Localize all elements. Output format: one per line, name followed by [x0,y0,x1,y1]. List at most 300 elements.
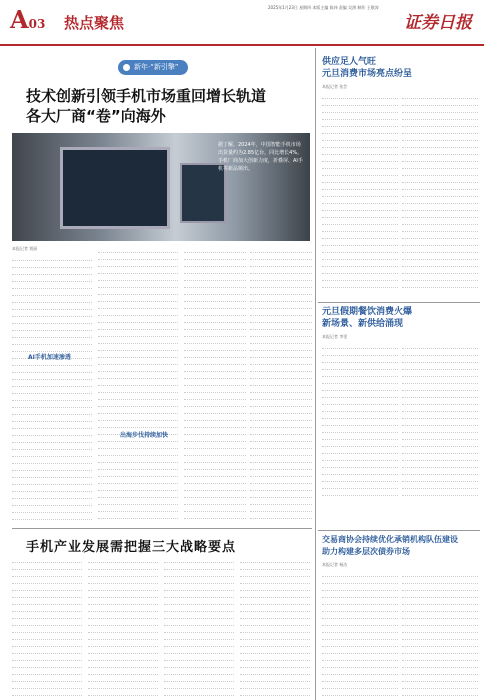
lead-subhead: AI手机加速渗透 [28,354,71,361]
text-line [12,345,92,352]
text-line [402,633,478,640]
text-line [184,379,246,386]
text-line [402,433,478,440]
text-line [402,619,478,626]
text-line [402,584,478,591]
text-line [98,456,178,463]
text-line [240,584,310,591]
text-line [250,456,312,463]
text-line [250,288,312,295]
text-line [402,398,478,405]
text-line [402,384,478,391]
text-line [98,274,178,281]
lead-body-col4 [250,246,312,524]
text-line [184,281,246,288]
text-line [322,633,398,640]
text-line [88,570,158,577]
text-line [402,640,478,647]
text-line [250,491,312,498]
text-line [402,218,478,225]
text-line [402,246,478,253]
text-line [98,463,178,470]
text-line [322,246,398,253]
text-line [322,391,398,398]
text-line [322,619,398,626]
text-line [240,682,310,689]
text-line [250,365,312,372]
text-line [98,498,178,505]
text-line [250,442,312,449]
bottom-body-col2 [88,556,158,696]
text-line [88,675,158,682]
text-line [184,323,246,330]
text-line [12,408,92,415]
text-line [88,668,158,675]
text-line [184,309,246,316]
text-line [402,267,478,274]
text-line [184,358,246,365]
text-line [322,106,398,113]
text-line [402,92,478,99]
right-story1-col2 [402,92,478,288]
text-line [98,288,178,295]
text-line [322,377,398,384]
text-line [184,400,246,407]
text-line [12,450,92,457]
text-line [402,391,478,398]
text-line [12,591,82,598]
text-line [98,267,178,274]
text-line [12,366,92,373]
text-line [402,419,478,426]
text-line [184,316,246,323]
text-line [240,647,310,654]
text-line [402,260,478,267]
text-line [164,619,234,626]
text-line [250,330,312,337]
text-line [322,419,398,426]
text-line [184,456,246,463]
text-line [402,426,478,433]
text-line [184,414,246,421]
text-line [402,211,478,218]
text-line [240,668,310,675]
text-line [322,454,398,461]
text-line [402,412,478,419]
text-line [164,591,234,598]
text-line [184,351,246,358]
text-line [250,274,312,281]
text-line [402,612,478,619]
text-line [184,512,246,519]
text-line [98,260,178,267]
text-line [12,464,92,471]
text-line [12,254,92,261]
text-line [88,563,158,570]
text-line [322,626,398,633]
text-line [322,468,398,475]
text-line [184,463,246,470]
text-line [322,155,398,162]
text-line [250,302,312,309]
text-line [250,379,312,386]
text-line [322,412,398,419]
text-line [184,295,246,302]
text-line [402,377,478,384]
text-line [98,358,178,365]
text-line [402,239,478,246]
text-line [250,372,312,379]
text-line [250,393,312,400]
text-line [98,470,178,477]
text-line [322,384,398,391]
text-line [12,506,92,513]
bottom-body-col4 [240,556,310,696]
text-line [12,605,82,612]
text-line [250,358,312,365]
text-line [322,148,398,155]
text-line [12,654,82,661]
text-line [184,274,246,281]
text-line [184,498,246,505]
text-line [322,640,398,647]
text-line [12,275,92,282]
text-line [250,400,312,407]
text-line [322,197,398,204]
text-line [322,281,398,288]
text-line [12,471,92,478]
text-line [402,281,478,288]
text-line [184,421,246,428]
phone-display-image [60,147,170,229]
text-line [12,668,82,675]
text-line [322,440,398,447]
text-line [322,162,398,169]
text-line [88,682,158,689]
lead-headline: 技术创新引领手机市场重回增长轨道 各大厂商“卷”向海外 [26,87,267,125]
text-line [88,619,158,626]
text-line [322,370,398,377]
text-line [250,295,312,302]
text-line [88,556,158,563]
text-line [12,598,82,605]
text-line [98,309,178,316]
text-line [402,232,478,239]
text-line [240,591,310,598]
text-line [402,654,478,661]
text-line [164,570,234,577]
text-line [250,323,312,330]
text-line [12,584,82,591]
text-line [98,414,178,421]
text-line [88,591,158,598]
text-line [250,477,312,484]
text-line [88,584,158,591]
text-line [322,349,398,356]
text-line [164,647,234,654]
text-line [402,99,478,106]
text-line [402,675,478,682]
text-line [98,316,178,323]
text-line [12,457,92,464]
text-line [250,407,312,414]
text-line [322,405,398,412]
text-line [12,268,92,275]
bottom-body-col1 [12,556,82,696]
text-line [98,379,178,386]
bottom-headline: 手机产业发展需把握三大战略要点 [26,540,237,555]
text-line [164,640,234,647]
text-line [402,689,478,696]
text-line [184,491,246,498]
text-line [402,682,478,689]
text-line [402,274,478,281]
text-line [402,647,478,654]
text-line [12,612,82,619]
text-line [184,288,246,295]
text-line [12,485,92,492]
text-line [322,211,398,218]
text-line [322,225,398,232]
text-line [184,477,246,484]
text-line [402,349,478,356]
text-line [164,654,234,661]
text-line [322,689,398,696]
divider [318,302,480,303]
text-line [240,577,310,584]
text-line [322,253,398,260]
lead-photo [12,133,310,241]
text-line [98,323,178,330]
text-line [12,373,92,380]
text-line [98,246,178,253]
lead-body-col1 [12,254,92,524]
text-line [322,190,398,197]
column-rule [315,48,316,700]
text-line [12,415,92,422]
text-line [402,169,478,176]
text-line [12,282,92,289]
text-line [240,619,310,626]
text-line [12,436,92,443]
text-line [12,682,82,689]
text-line [98,407,178,414]
text-line [402,148,478,155]
text-line [250,414,312,421]
text-line [12,443,92,450]
text-line [88,605,158,612]
text-line [240,640,310,647]
header-meta: 2025年1月23日 星期四 本版主编 陈炜 责编 吴澍 制作 王敬涛 [268,5,379,10]
text-line [402,176,478,183]
text-line [250,421,312,428]
text-line [12,675,82,682]
text-line [402,190,478,197]
text-line [250,281,312,288]
text-line [184,246,246,253]
text-line [322,489,398,496]
text-line [322,570,398,577]
text-line [98,372,178,379]
text-line [240,689,310,696]
text-line [322,591,398,598]
text-line [98,484,178,491]
text-line [98,386,178,393]
text-line [322,605,398,612]
text-line [98,400,178,407]
text-line [12,626,82,633]
text-line [12,429,92,436]
photo-caption: 据了解，2024年，中国智能手机市场出货量约为2.85亿台，同比增长4%。手机厂商加大创新力度，折叠屏、AI手机等新品频出。 [218,142,303,172]
text-line [322,169,398,176]
text-line [250,246,312,253]
text-line [12,261,92,268]
page-number: A03 [10,5,46,34]
text-line [322,647,398,654]
text-line [322,92,398,99]
text-line [322,398,398,405]
divider [318,530,480,531]
text-line [12,499,92,506]
text-line [240,570,310,577]
section-title: 热点聚焦 [64,14,125,32]
text-line [322,461,398,468]
text-line [164,612,234,619]
text-line [402,440,478,447]
bottom-body-col3 [164,556,234,696]
text-line [98,253,178,260]
text-line [250,260,312,267]
text-line [184,365,246,372]
text-line [164,605,234,612]
divider [12,528,312,529]
text-line [250,449,312,456]
text-line [322,232,398,239]
text-line [402,127,478,134]
text-line [322,218,398,225]
text-line [322,661,398,668]
text-line [402,605,478,612]
text-line [240,598,310,605]
text-line [250,386,312,393]
column-badge: 新年·“新引擎” [118,60,188,75]
right-story1-author: 本报记者 张芸 [322,84,348,89]
text-line [322,176,398,183]
text-line [12,577,82,584]
text-line [12,647,82,654]
text-line [402,598,478,605]
text-line [12,556,82,563]
text-line [98,351,178,358]
text-line [12,633,82,640]
text-line [322,113,398,120]
text-line [250,309,312,316]
text-line [402,468,478,475]
text-line [322,584,398,591]
text-line [184,393,246,400]
text-line [12,317,92,324]
text-line [402,183,478,190]
text-line [98,505,178,512]
text-line [322,447,398,454]
text-line [322,675,398,682]
text-line [184,470,246,477]
text-line [402,356,478,363]
text-line [98,421,178,428]
text-line [12,640,82,647]
text-line [322,141,398,148]
text-line [402,577,478,584]
text-line [12,401,92,408]
text-line [12,570,82,577]
text-line [240,556,310,563]
text-line [322,239,398,246]
text-line [322,612,398,619]
text-line [322,267,398,274]
text-line [12,513,92,520]
text-line [402,461,478,468]
text-line [88,633,158,640]
text-line [88,626,158,633]
right-story1-col1 [322,92,398,288]
text-line [184,449,246,456]
text-line [402,134,478,141]
text-line [184,260,246,267]
text-line [402,370,478,377]
text-line [322,342,398,349]
lead-author: 本报记者 贾丽 [12,246,38,251]
text-line [402,106,478,113]
text-line [402,591,478,598]
text-line [98,393,178,400]
text-line [184,337,246,344]
text-line [402,661,478,668]
text-line [250,505,312,512]
text-line [164,668,234,675]
text-line [184,372,246,379]
text-line [402,363,478,370]
text-line [322,274,398,281]
text-line [250,435,312,442]
text-line [12,422,92,429]
text-line [184,302,246,309]
text-line [88,612,158,619]
text-line [250,267,312,274]
newspaper-logo: 证券日报 [404,13,472,33]
text-line [88,598,158,605]
text-line [322,356,398,363]
text-line [184,267,246,274]
text-line [240,654,310,661]
text-line [250,484,312,491]
text-line [164,689,234,696]
text-line [12,661,82,668]
text-line [240,675,310,682]
text-line [184,505,246,512]
text-line [12,563,82,570]
text-line [402,454,478,461]
text-line [322,363,398,370]
text-line [164,577,234,584]
text-line [250,351,312,358]
text-line [88,654,158,661]
text-line [164,661,234,668]
text-line [164,675,234,682]
text-line [322,134,398,141]
text-line [164,584,234,591]
text-line [402,120,478,127]
right-story2-headline: 元旦假期餐饮消费火爆 新场景、新供给涌现 [322,307,413,329]
